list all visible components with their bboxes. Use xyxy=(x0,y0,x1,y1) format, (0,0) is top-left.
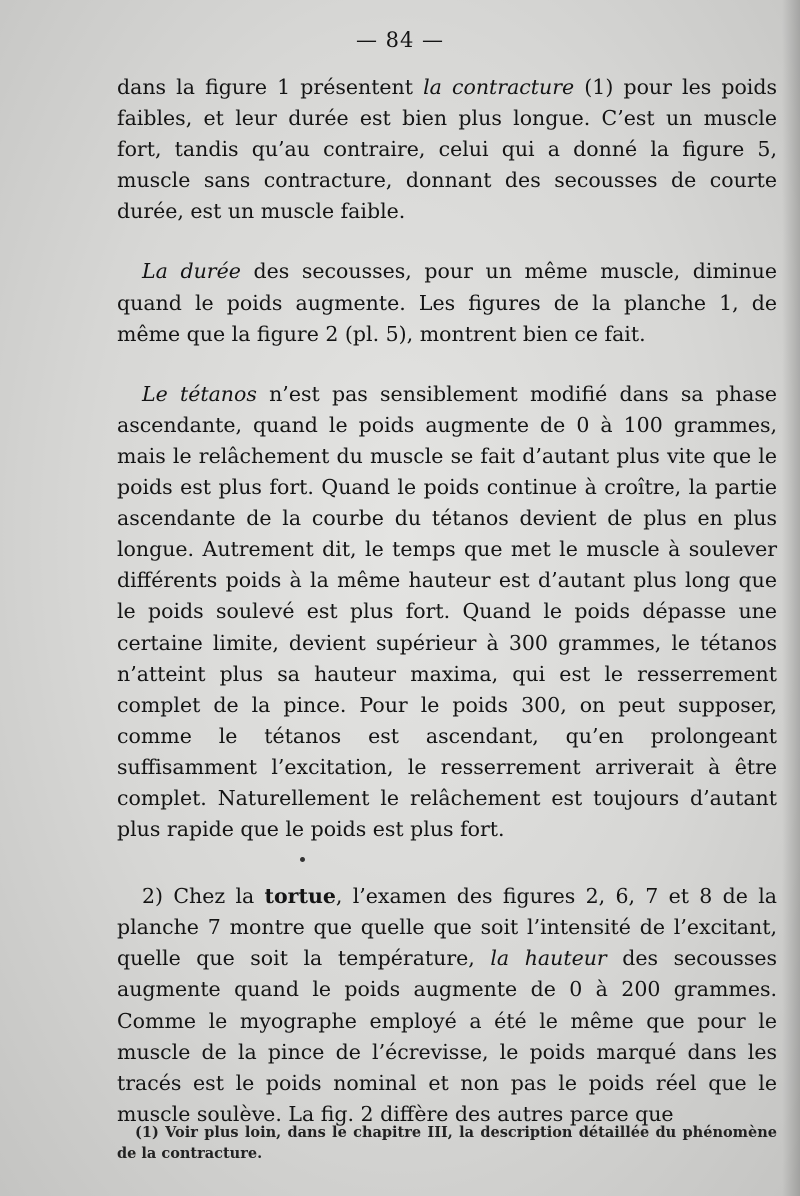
footnote: (1) Voir plus loin, dans le chapitre III, la description détaillée du phénomène de la contracture. xyxy=(117,1124,777,1162)
page-edge-shadow xyxy=(782,0,800,1196)
paragraph-tetanos xyxy=(117,379,777,845)
term-le-tetanos: Le tétanos xyxy=(142,381,257,406)
paragraph-tortue xyxy=(117,881,777,1130)
term-la-duree: La durée xyxy=(142,259,241,284)
body-text xyxy=(117,72,777,1130)
page-number: — 84 — xyxy=(355,28,445,52)
paragraph-duree xyxy=(117,256,777,349)
paragraph-4-text-middle: , l’examen des figures 2, 6, 7 et 8 de la planche 7 montre que quelle que soit l’intensité de l’excitant, quelle que soit la température, xyxy=(117,884,777,971)
paragraph-1-text-after: (1) pour les poids faibles, et leur durée est bien plus longue. C’est un muscle fort, tandis qu’au contraire, celui qui a donné la figure 5, muscle sans contracture, donnant des secousses de courte durée, est un muscle faible. xyxy=(117,75,778,224)
term-la-hauteur: la hauteur xyxy=(490,946,607,971)
paragraph-4-text-after: des secousses augmente quand le poids augmente de 0 à 200 grammes. Comme le myographe employé a été le même que pour le muscle de la pince de l’écrevisse, le poids marqué dans les tracés est le poids nominal et non pas le poids réel que le muscle soulève. La fig. 2 diffère des autres parce que xyxy=(117,946,777,1126)
paragraph-4-text-before: 2) Chez la xyxy=(142,884,265,909)
paragraph-1-text-before: dans la figure 1 présentent xyxy=(117,75,424,99)
term-tortue: tortue xyxy=(264,884,336,909)
ink-dot xyxy=(300,857,305,862)
paragraph-2-text: des secousses, pour un même muscle, diminue quand le poids augmente. Les figures de la planche 1, de même que la figure 2 (pl. 5), montrent bien ce fait. xyxy=(117,259,777,346)
paragraph-contracture xyxy=(117,72,777,227)
term-la-contracture: la contracture xyxy=(423,75,575,99)
paragraph-3-text: n’est pas sensiblement modifié dans sa phase ascendante, quand le poids augmente de 0 à 100 grammes, mais le relâchement du muscle se fait d’autant plus vite que le poids est plus fort. Quand le poids continue à croître, la partie ascendante de la courbe du tétanos devient de plus en plus longue. Autrement dit, le temps que met le muscle à soulever différents poids à la même hauteur est d’autant plus long que le poids soulevé est plus fort. Quand le poids dépasse une certaine limite, devient supérieur à 300 grammes, le tétanos n’atteint plus sa hauteur maxima, qui est le resserrement complet de la pince. Pour le poids 300, on peut supposer, comme le tétanos est ascendant, qu’en prolongeant suffisamment l’excitation, le resserrement arriverait à être complet. Naturellement le relâchement est toujours d’autant plus rapide que le poids est plus fort. xyxy=(117,381,777,842)
